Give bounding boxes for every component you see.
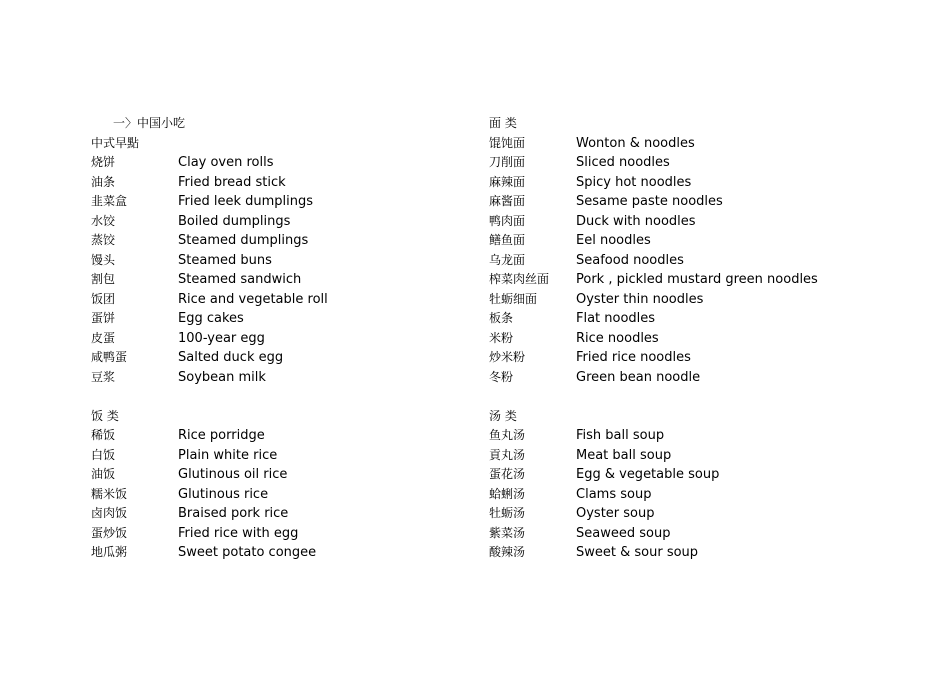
spacer (489, 387, 929, 407)
english-name: Meat ball soup (576, 447, 672, 463)
english-name: Salted duck egg (178, 350, 284, 365)
list-item (91, 485, 451, 505)
english-name: Flat noodles (576, 311, 656, 326)
list-item (91, 270, 451, 290)
list-item (91, 465, 451, 485)
english-name: Seafood noodles (576, 252, 684, 268)
english-name: Oyster thin noodles (576, 291, 704, 307)
list-item (91, 524, 451, 544)
chinese-name: 烧饼 (91, 155, 116, 169)
list-item (91, 368, 451, 388)
chinese-name: 炒米粉 (489, 350, 526, 364)
chinese-name: 蛋饼 (91, 311, 116, 325)
english-name: Seaweed soup (576, 525, 671, 541)
chinese-name: 皮蛋 (91, 330, 116, 345)
english-name: Fried rice noodles (576, 350, 691, 365)
soup-list (489, 426, 929, 563)
chinese-name: 稀饭 (91, 428, 116, 442)
chinese-name: 冬粉 (489, 369, 514, 384)
noodles-heading: 面 类 (489, 116, 517, 130)
english-name: Sweet potato congee (178, 545, 317, 560)
english-name: 100-year egg (178, 330, 265, 346)
english-name: Soybean milk (178, 369, 266, 385)
chinese-name: 白饭 (91, 447, 116, 462)
chinese-name: 割包 (91, 272, 116, 286)
list-item (489, 446, 929, 466)
list-item (91, 446, 451, 466)
list-item (489, 368, 929, 388)
list-item (91, 309, 451, 329)
chinese-name: 韭菜盒 (91, 194, 128, 208)
chinese-name: 刀削面 (489, 155, 526, 169)
english-name: Spicy hot noodles (576, 174, 692, 190)
chinese-name: 麻酱面 (489, 194, 526, 208)
chinese-name: 蛋花汤 (489, 467, 526, 481)
english-name: Eel noodles (576, 233, 651, 248)
chinese-name: 饭团 (91, 291, 116, 306)
list-item (489, 290, 929, 310)
chinese-name: 酸辣汤 (489, 545, 526, 559)
english-name: Fried bread stick (178, 174, 286, 190)
chinese-name: 卤肉饭 (91, 506, 128, 520)
chinese-name: 油条 (91, 174, 116, 189)
english-name: Fried rice with egg (178, 525, 299, 541)
list-item (489, 348, 929, 368)
english-name: Steamed buns (178, 252, 272, 268)
english-name: Fish ball soup (576, 428, 665, 443)
english-name: Rice and vegetable roll (178, 291, 328, 307)
chinese-name: 糯米饭 (91, 486, 128, 501)
chinese-name: 鱼丸汤 (489, 428, 526, 442)
list-item (489, 309, 929, 329)
english-name: Pork , pickled mustard green noodles (576, 272, 818, 287)
chinese-name: 板条 (489, 311, 514, 325)
list-item (489, 212, 929, 232)
rice-list (91, 426, 451, 563)
chinese-name: 榨菜肉丝面 (489, 272, 550, 286)
list-item (489, 173, 929, 193)
list-item (91, 231, 451, 251)
list-item (91, 543, 451, 563)
chinese-name: 米粉 (489, 330, 514, 345)
english-name: Clay oven rolls (178, 155, 274, 170)
english-name: Egg & vegetable soup (576, 467, 720, 482)
english-name: Duck with noodles (576, 213, 696, 229)
list-item (489, 329, 929, 349)
list-item (91, 504, 451, 524)
breakfast-list (91, 153, 451, 387)
chinese-name: 馄饨面 (489, 135, 526, 150)
list-item (489, 426, 929, 446)
english-name: Steamed sandwich (178, 272, 302, 287)
right-column (489, 114, 929, 563)
english-name: Rice noodles (576, 330, 659, 346)
english-name: Sliced noodles (576, 155, 670, 170)
english-name: Wonton & noodles (576, 135, 695, 151)
list-item (489, 524, 929, 544)
list-item (489, 270, 929, 290)
english-name: Green bean noodle (576, 369, 701, 385)
list-item (91, 251, 451, 271)
chinese-name: 牡蛎细面 (489, 291, 538, 306)
chinese-name: 麻辣面 (489, 174, 526, 189)
soup-heading: 汤 类 (489, 408, 517, 423)
english-name: Steamed dumplings (178, 233, 309, 248)
english-name: Egg cakes (178, 311, 244, 326)
list-item (489, 465, 929, 485)
list-item (91, 329, 451, 349)
english-name: Boiled dumplings (178, 213, 291, 229)
list-item (489, 251, 929, 271)
list-item (489, 504, 929, 524)
left-column (91, 114, 451, 563)
section-title: 一〉中国小吃 (113, 116, 186, 130)
list-item (91, 426, 451, 446)
chinese-name: 鳝鱼面 (489, 233, 526, 247)
english-name: Fried leek dumplings (178, 194, 314, 209)
english-name: Clams soup (576, 486, 652, 502)
chinese-name: 地瓜粥 (91, 545, 128, 559)
chinese-name: 貢丸汤 (489, 447, 526, 462)
spacer (91, 387, 451, 407)
english-name: Glutinous oil rice (178, 467, 288, 482)
list-item (489, 192, 929, 212)
list-item (489, 485, 929, 505)
list-item (489, 543, 929, 563)
english-name: Rice porridge (178, 428, 265, 443)
chinese-name: 豆浆 (91, 369, 116, 384)
chinese-name: 油饭 (91, 467, 116, 481)
list-item (91, 348, 451, 368)
english-name: Plain white rice (178, 447, 278, 463)
chinese-name: 乌龙面 (489, 252, 526, 267)
english-name: Sesame paste noodles (576, 194, 723, 209)
chinese-name: 咸鸭蛋 (91, 350, 128, 364)
chinese-name: 蛋炒饭 (91, 525, 128, 540)
chinese-name: 水饺 (91, 213, 116, 228)
english-name: Sweet & sour soup (576, 545, 699, 560)
chinese-name: 蒸饺 (91, 233, 116, 247)
chinese-name: 蛤蜊汤 (489, 486, 526, 501)
chinese-name: 鸭肉面 (489, 213, 526, 228)
english-name: Glutinous rice (178, 486, 269, 502)
noodles-list (489, 134, 929, 388)
chinese-name: 牡蛎汤 (489, 506, 526, 520)
list-item (489, 153, 929, 173)
breakfast-heading: 中式早點 (91, 135, 140, 150)
english-name: Braised pork rice (178, 506, 289, 521)
rice-heading: 饭 类 (91, 408, 119, 423)
list-item (91, 212, 451, 232)
english-name: Oyster soup (576, 506, 655, 521)
list-item (91, 290, 451, 310)
list-item (91, 153, 451, 173)
list-item (489, 134, 929, 154)
chinese-name: 紫菜汤 (489, 525, 526, 540)
list-item (91, 192, 451, 212)
list-item (489, 231, 929, 251)
chinese-name: 馒头 (91, 252, 116, 267)
list-item (91, 173, 451, 193)
